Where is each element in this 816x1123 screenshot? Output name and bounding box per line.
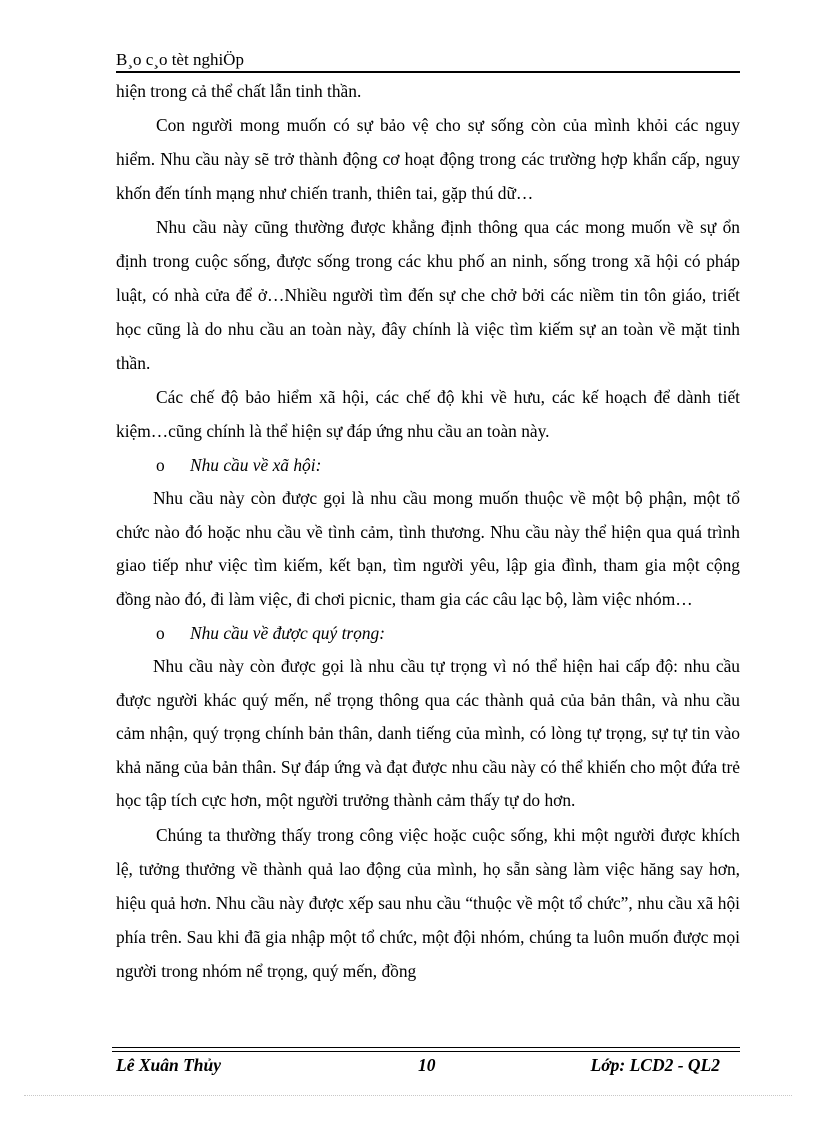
paragraph-safety-need: Con người mong muốn có sự bảo vệ cho sự sống còn của mình khỏi các nguy hiểm. Nhu cầu này sẽ trở thành động cơ hoạt động trong các trường hợp khẩn cấp, nguy khốn đến tính mạng như chiến tranh, thiên tai, gặp thú dữ… xyxy=(116,115,740,203)
paragraph-social-need: Nhu cầu này còn được gọi là nhu cầu mong muốn thuộc về một bộ phận, một tổ chức nào đó hoặc nhu cầu về tình cảm, tình thương. Nhu cầu này thể hiện qua quá trình giao tiếp như việc tìm kiếm, kết bạn, tìm người yêu, lập gia đình, tham gia một cộng đồng nào đó, đi làm việc, đi chơi picnic, tham gia các câu lạc bộ, làm việc nhóm… xyxy=(116,488,740,609)
footer-author: Lê Xuân Thủy xyxy=(116,1055,222,1075)
bullet-circle-icon: o xyxy=(156,623,165,643)
paragraph-insurance: Các chế độ bảo hiểm xã hội, các chế độ khi về hưu, các kế hoạch để dành tiết kiệm…cũng chính là thể hiện sự đáp ứng nhu cầu an toàn này. xyxy=(116,387,740,441)
paragraph-esteem-need: Nhu cầu này còn được gọi là nhu cầu tự trọng vì nó thể hiện hai cấp độ: nhu cầu được người khác quý mến, nể trọng thông qua các thành quả của bản thân, và nhu cầu cảm nhận, quý trọng chính bản thân, danh tiếng của mình, có lòng tự trọng, sự tự tin vào khả năng của bản thân. Sự đáp ứng và đạt được nhu cầu này có thể khiến cho một đứa trẻ học tập tích cực hơn, một người trưởng thành cảm thấy tự do hơn. xyxy=(116,656,740,810)
body-text xyxy=(116,74,740,988)
footer-rule-bottom xyxy=(112,1051,740,1052)
paragraph-continuation: hiện trong cả thể chất lẫn tinh thần. xyxy=(116,81,362,101)
bullet-text: Nhu cầu về xã hội: xyxy=(190,455,322,475)
page-boundary-divider xyxy=(24,1095,792,1096)
header-rule xyxy=(116,71,740,73)
bullet-circle-icon: o xyxy=(156,455,165,475)
bullet-heading-social-need xyxy=(116,448,740,482)
bullet-heading-esteem-need xyxy=(116,616,740,650)
bullet-text: Nhu cầu về được quý trọng: xyxy=(190,623,386,643)
paragraph-stability: Nhu cầu này cũng thường được khẳng định thông qua các mong muốn về sự ổn định trong cuộc sống, được sống trong các khu phố an ninh, sống trong xã hội có pháp luật, có nhà cửa để ở…Nhiều người tìm đến sự che chở bởi các niềm tin tôn giáo, triết học cũng là do nhu cầu an toàn này, đây chính là việc tìm kiếm sự an toàn về mặt tinh thần. xyxy=(116,217,740,373)
footer-rule-top xyxy=(112,1047,740,1048)
paragraph-recognition: Chúng ta thường thấy trong công việc hoặc cuộc sống, khi một người được khích lệ, tưởng thưởng về thành quả lao động của mình, họ sẵn sàng làm việc hăng say hơn, hiệu quả hơn. Nhu cầu này được xếp sau nhu cầu “thuộc về một tổ chức”, nhu cầu xã hội phía trên. Sau khi đã gia nhập một tổ chức, một đội nhóm, chúng ta luôn muốn được mọi người trong nhóm nể trọng, quý mến, đồng xyxy=(116,824,740,981)
footer-class: Lớp: LCD2 - QL2 xyxy=(590,1055,720,1075)
page-header-title: B¸o c¸o tèt nghiÖp xyxy=(116,50,244,69)
footer-page-number: 10 xyxy=(418,1055,436,1075)
